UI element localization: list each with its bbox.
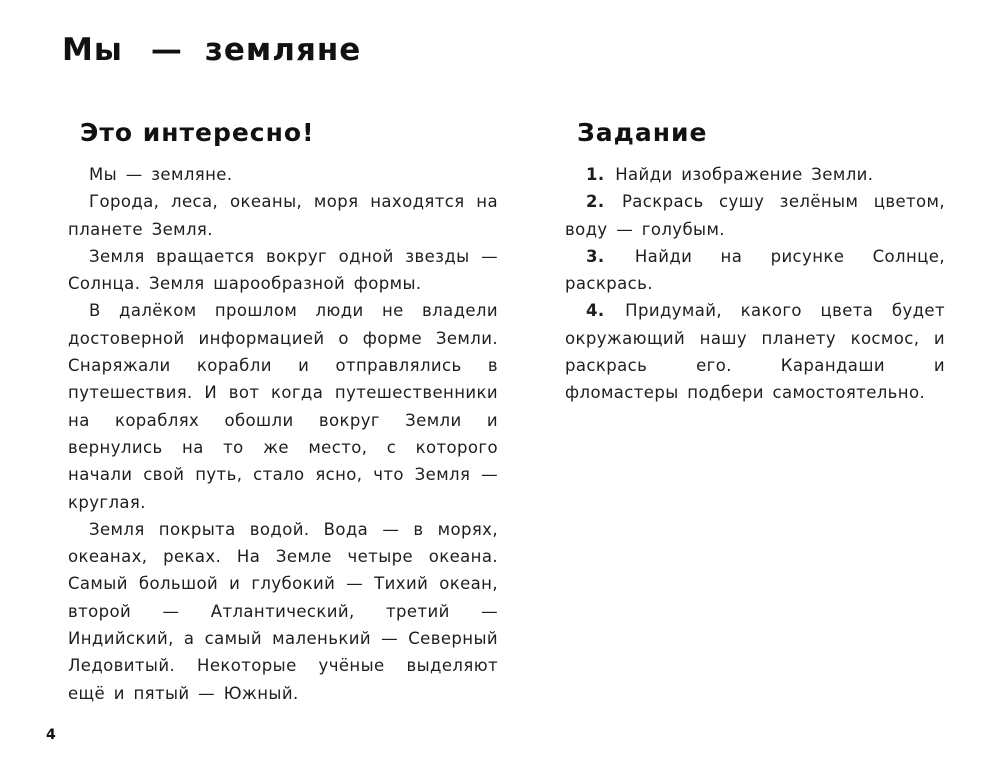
interesting-section <box>68 118 498 707</box>
task-heading: Задание <box>577 118 708 147</box>
task-text: Раскрась сушу зелёным цветом, воду — голубым. <box>565 192 945 239</box>
task-section <box>565 118 945 407</box>
page-title-part2: земляне <box>204 32 362 68</box>
task-text: Найди на рисунке Солнце, раскрась. <box>565 246 945 294</box>
task-item <box>565 297 945 406</box>
task-item <box>565 188 945 243</box>
task-list <box>565 161 945 407</box>
task-number: 3. <box>586 246 605 266</box>
interesting-paragraph: Города, леса, океаны, моря находятся на планете Земля. <box>68 192 498 239</box>
task-number: 4. <box>586 301 605 321</box>
interesting-heading: Это интересно! <box>80 118 315 147</box>
interesting-text <box>68 161 498 707</box>
task-text: Найди изображение Земли. <box>615 165 874 184</box>
page-title <box>62 32 361 68</box>
task-number: 2. <box>586 192 605 212</box>
page-title-dash: — <box>150 32 183 68</box>
page-number: 4 <box>46 727 56 743</box>
interesting-paragraph: Земля вращается вокруг одной звезды — Солнца. Земля шарообразной формы. <box>68 246 498 294</box>
interesting-paragraph: Мы — земляне. <box>89 165 233 184</box>
interesting-paragraph: В далёком прошлом люди не владели достоверной информацией о форме Земли. Снаряжали корабли и отправлялись в путешествия. И вот когда путешественники на кораблях обошли вокруг Земли и вернулись на то же место, с которого начали свой путь, стало ясно, что Земля — круглая. <box>68 301 498 512</box>
task-number: 1. <box>586 165 605 184</box>
interesting-paragraph: Земля покрыта водой. Вода — в морях, океанах, реках. На Земле четыре океана. Самый большой и глубокий — Тихий океан, второй — Атлантический, третий — Индийский, а самый маленький — Северный Ледовитый. Некоторые учёные выделяют ещё и пятый — Южный. <box>68 519 498 703</box>
task-item <box>565 161 945 188</box>
page-title-part1: Мы <box>62 32 123 68</box>
task-item <box>565 243 945 298</box>
task-text: Придумай, какого цвета будет окружающий нашу планету космос, и раскрась его. Карандаши и фломастеры подбери самостоятельно. <box>565 301 945 403</box>
